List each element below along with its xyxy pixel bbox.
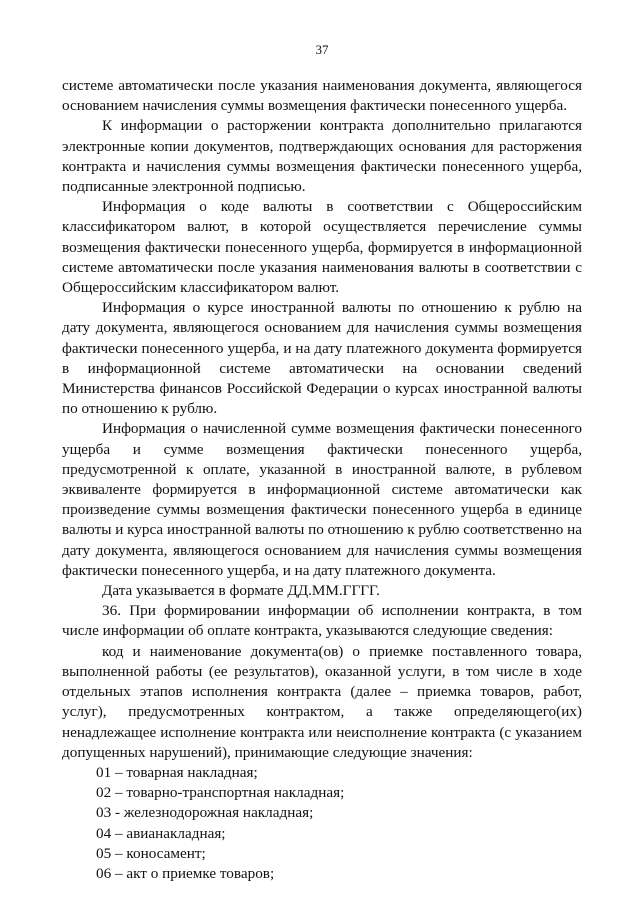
code-list-item: 03 - железнодорожная накладная;	[96, 804, 314, 822]
paragraph-acceptance-docs: код и наименование документа(ов) о приемке поставленного товара, выполненной работы (ее результатов), оказанной услуги, в том числе в ходе отдельных этапов исполнения контракта (далее – приемка товаров, работ, услуг), предусмотренных контрактом, а также определяющего(их) ненадлежащее исполнение контракта или неисполнение контракта (с указанием допущенных нарушений), принимающие следующие значения:	[62, 642, 582, 761]
paragraph-section-36: 36. При формировании информации об исполнении контракта, в том числе информации об оплате контракта, указываются следующие сведения:	[62, 602, 582, 640]
code-list-item: 06 – акт о приемке товаров;	[96, 864, 275, 882]
paragraph-ruble-equivalent: Информация о начисленной сумме возмещения фактически понесенного ущерба и сумме возмещения фактически понесенного ущерба, предусмотренной к оплате, указанной в иностранной валюте, в рублевом эквиваленте формируется в информационной системе автоматически как произведение суммы возмещения фактически понесенного ущерба в единице валюты и курса иностранной валюты по отношению к рублю соответственно на дату документа, являющегося основанием для начисления суммы возмещения фактически понесенного ущерба, и на дату платежного документа.	[62, 420, 582, 579]
paragraph-date-format: Дата указывается в формате ДД.ММ.ГГГГ.	[102, 582, 380, 600]
paragraph-termination-attachments: К информации о расторжении контракта дополнительно прилагаются электронные копии документов, подтверждающих основания для расторжения контракта и начисления суммы возмещения фактически понесенного ущерба, подписанные электронной подписью.	[62, 117, 582, 196]
paragraph-currency-code: Информация о коде валюты в соответствии с Общероссийским классификатором валют, в которой осуществляется перечисление суммы возмещения фактически понесенного ущерба, формируется в информационной системе автоматически после указания наименования валюты в соответствии с Общероссийским классификатором валют.	[62, 198, 582, 297]
code-list-item: 01 – товарная накладная;	[96, 763, 258, 781]
page-number: 37	[315, 42, 329, 57]
code-list-item: 05 – коносамент;	[96, 844, 206, 862]
paragraph-exchange-rate: Информация о курсе иностранной валюты по отношению к рублю на дату документа, являющегося основанием для начисления суммы возмещения фактически понесенного ущерба, и на дату платежного документа формируется в информационной системе автоматически на основании сведений Министерства финансов Российской Федерации о курсах иностранной валюты по отношению к рублю.	[62, 299, 582, 418]
code-list-item: 02 – товарно-транспортная накладная;	[96, 784, 345, 802]
paragraph-continuation: системе автоматически после указания наименования документа, являющегося основанием начисления суммы возмещения фактически понесенного ущерба.	[62, 77, 582, 115]
code-list-item: 04 – авианакладная;	[96, 824, 226, 842]
